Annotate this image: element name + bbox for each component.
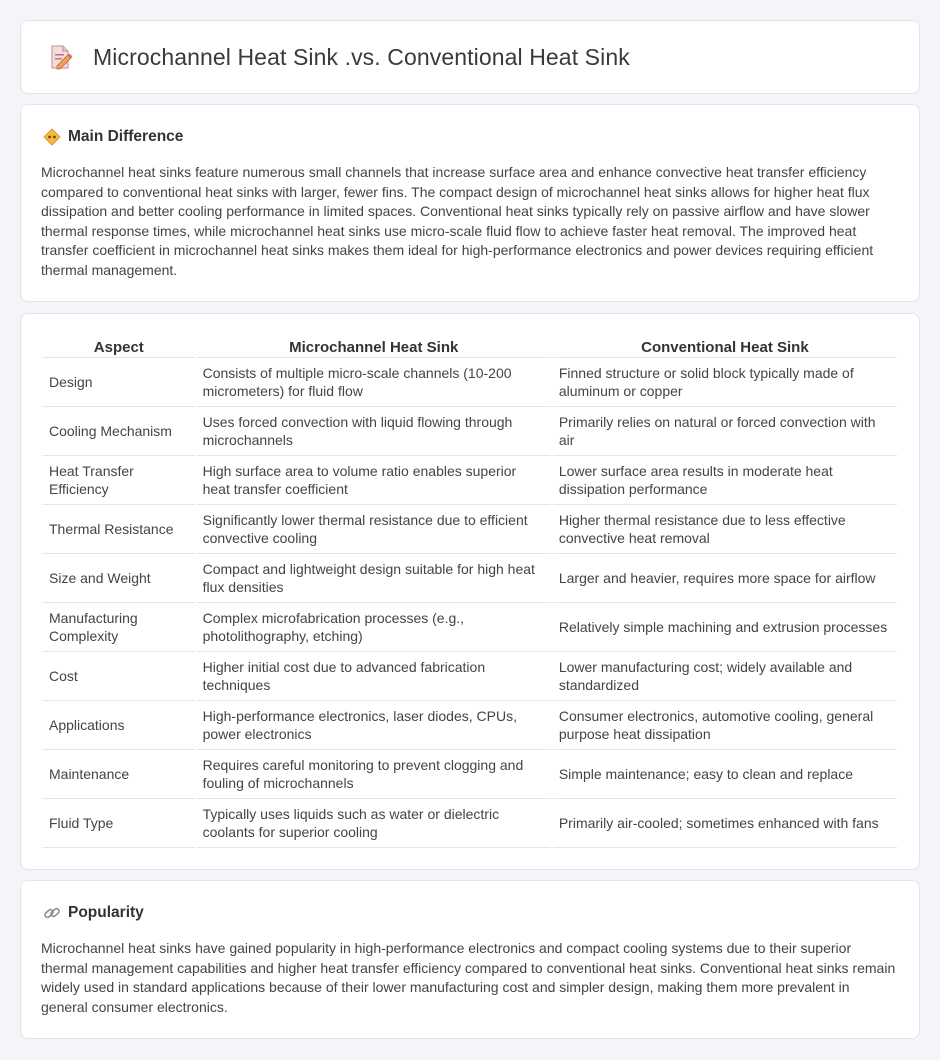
main-difference-section <box>20 104 920 302</box>
microchannel-cell: High-performance electronics, laser diodes, CPUs, power electronics <box>197 701 551 750</box>
comparison-section <box>20 313 920 870</box>
conventional-cell: Lower surface area results in moderate heat dissipation performance <box>553 456 897 505</box>
table-row <box>43 750 897 799</box>
conventional-cell: Primarily air-cooled; sometimes enhanced with fans <box>553 799 897 848</box>
column-header: Conventional Heat Sink <box>553 336 897 358</box>
aspect-cell: Fluid Type <box>43 799 195 848</box>
microchannel-cell: Typically uses liquids such as water or dielectric coolants for superior cooling <box>197 799 551 848</box>
conventional-cell: Simple maintenance; easy to clean and replace <box>553 750 897 799</box>
aspect-cell: Heat Transfer Efficiency <box>43 456 195 505</box>
column-header: Microchannel Heat Sink <box>197 336 551 358</box>
conventional-cell: Primarily relies on natural or forced convection with air <box>553 407 897 456</box>
popularity-text: Microchannel heat sinks have gained popularity in high-performance electronics and compact cooling systems due to their superior thermal management capabilities and higher heat transfer efficiency compared to conventional heat sinks. Conventional heat sinks remain widely used in standard applications because of their lower manufacturing cost and simpler design, making them more prevalent in general consumer electronics. <box>41 940 896 1015</box>
table-row <box>43 505 897 554</box>
microchannel-cell: High surface area to volume ratio enables superior heat transfer coefficient <box>197 456 551 505</box>
microchannel-cell: Requires careful monitoring to prevent clogging and fouling of microchannels <box>197 750 551 799</box>
conventional-cell: Larger and heavier, requires more space for airflow <box>553 554 897 603</box>
aspect-cell: Manufacturing Complexity <box>43 603 195 652</box>
link-icon <box>43 904 61 922</box>
microchannel-cell: Uses forced convection with liquid flowing through microchannels <box>197 407 551 456</box>
table-row <box>43 358 897 407</box>
comparison-table <box>41 336 899 848</box>
conventional-cell: Finned structure or solid block typically made of aluminum or copper <box>553 358 897 407</box>
page-title: Microchannel Heat Sink .vs. Conventional Heat Sink <box>93 43 630 70</box>
table-header-row <box>43 336 897 358</box>
aspect-cell: Cooling Mechanism <box>43 407 195 456</box>
table-row <box>43 554 897 603</box>
conventional-cell: Higher thermal resistance due to less effective convective heat removal <box>553 505 897 554</box>
table-row <box>43 799 897 848</box>
table-row <box>43 407 897 456</box>
microchannel-cell: Complex microfabrication processes (e.g., photolithography, etching) <box>197 603 551 652</box>
main-difference-text: Microchannel heat sinks feature numerous small channels that increase surface area and enhance convective heat transfer efficiency compared to conventional heat sinks with larger, fewer fins. The compact design of microchannel heat sinks allows for higher heat flux dissipation and better cooling performance in limited spaces. Conventional heat sinks typically rely on passive airflow and have slower thermal response times, while microchannel heat sinks use micro-scale fluid flow to achieve faster heat removal. The improved heat transfer coefficient in microchannel heat sinks makes them ideal for high-performance electronics and power devices requiring efficient thermal management. <box>41 164 874 278</box>
microchannel-cell: Consists of multiple micro-scale channels (10-200 micrometers) for fluid flow <box>197 358 551 407</box>
aspect-cell: Maintenance <box>43 750 195 799</box>
aspect-cell: Design <box>43 358 195 407</box>
section-title: Popularity <box>68 904 144 921</box>
table-row <box>43 652 897 701</box>
aspect-cell: Thermal Resistance <box>43 505 195 554</box>
microchannel-cell: Compact and lightweight design suitable for high heat flux densities <box>197 554 551 603</box>
section-title: Main Difference <box>68 128 184 145</box>
table-row <box>43 456 897 505</box>
aspect-cell: Applications <box>43 701 195 750</box>
aspect-cell: Size and Weight <box>43 554 195 603</box>
conventional-cell: Consumer electronics, automotive cooling, general purpose heat dissipation <box>553 701 897 750</box>
microchannel-cell: Higher initial cost due to advanced fabrication techniques <box>197 652 551 701</box>
table-row <box>43 701 897 750</box>
popularity-section <box>20 880 920 1039</box>
column-header: Aspect <box>43 336 195 358</box>
header-card <box>20 20 920 94</box>
table-row <box>43 603 897 652</box>
document-edit-icon <box>47 44 73 70</box>
sparkle-diamond-icon <box>43 128 61 146</box>
conventional-cell: Relatively simple machining and extrusion processes <box>553 603 897 652</box>
microchannel-cell: Significantly lower thermal resistance due to efficient convective cooling <box>197 505 551 554</box>
aspect-cell: Cost <box>43 652 195 701</box>
conventional-cell: Lower manufacturing cost; widely available and standardized <box>553 652 897 701</box>
